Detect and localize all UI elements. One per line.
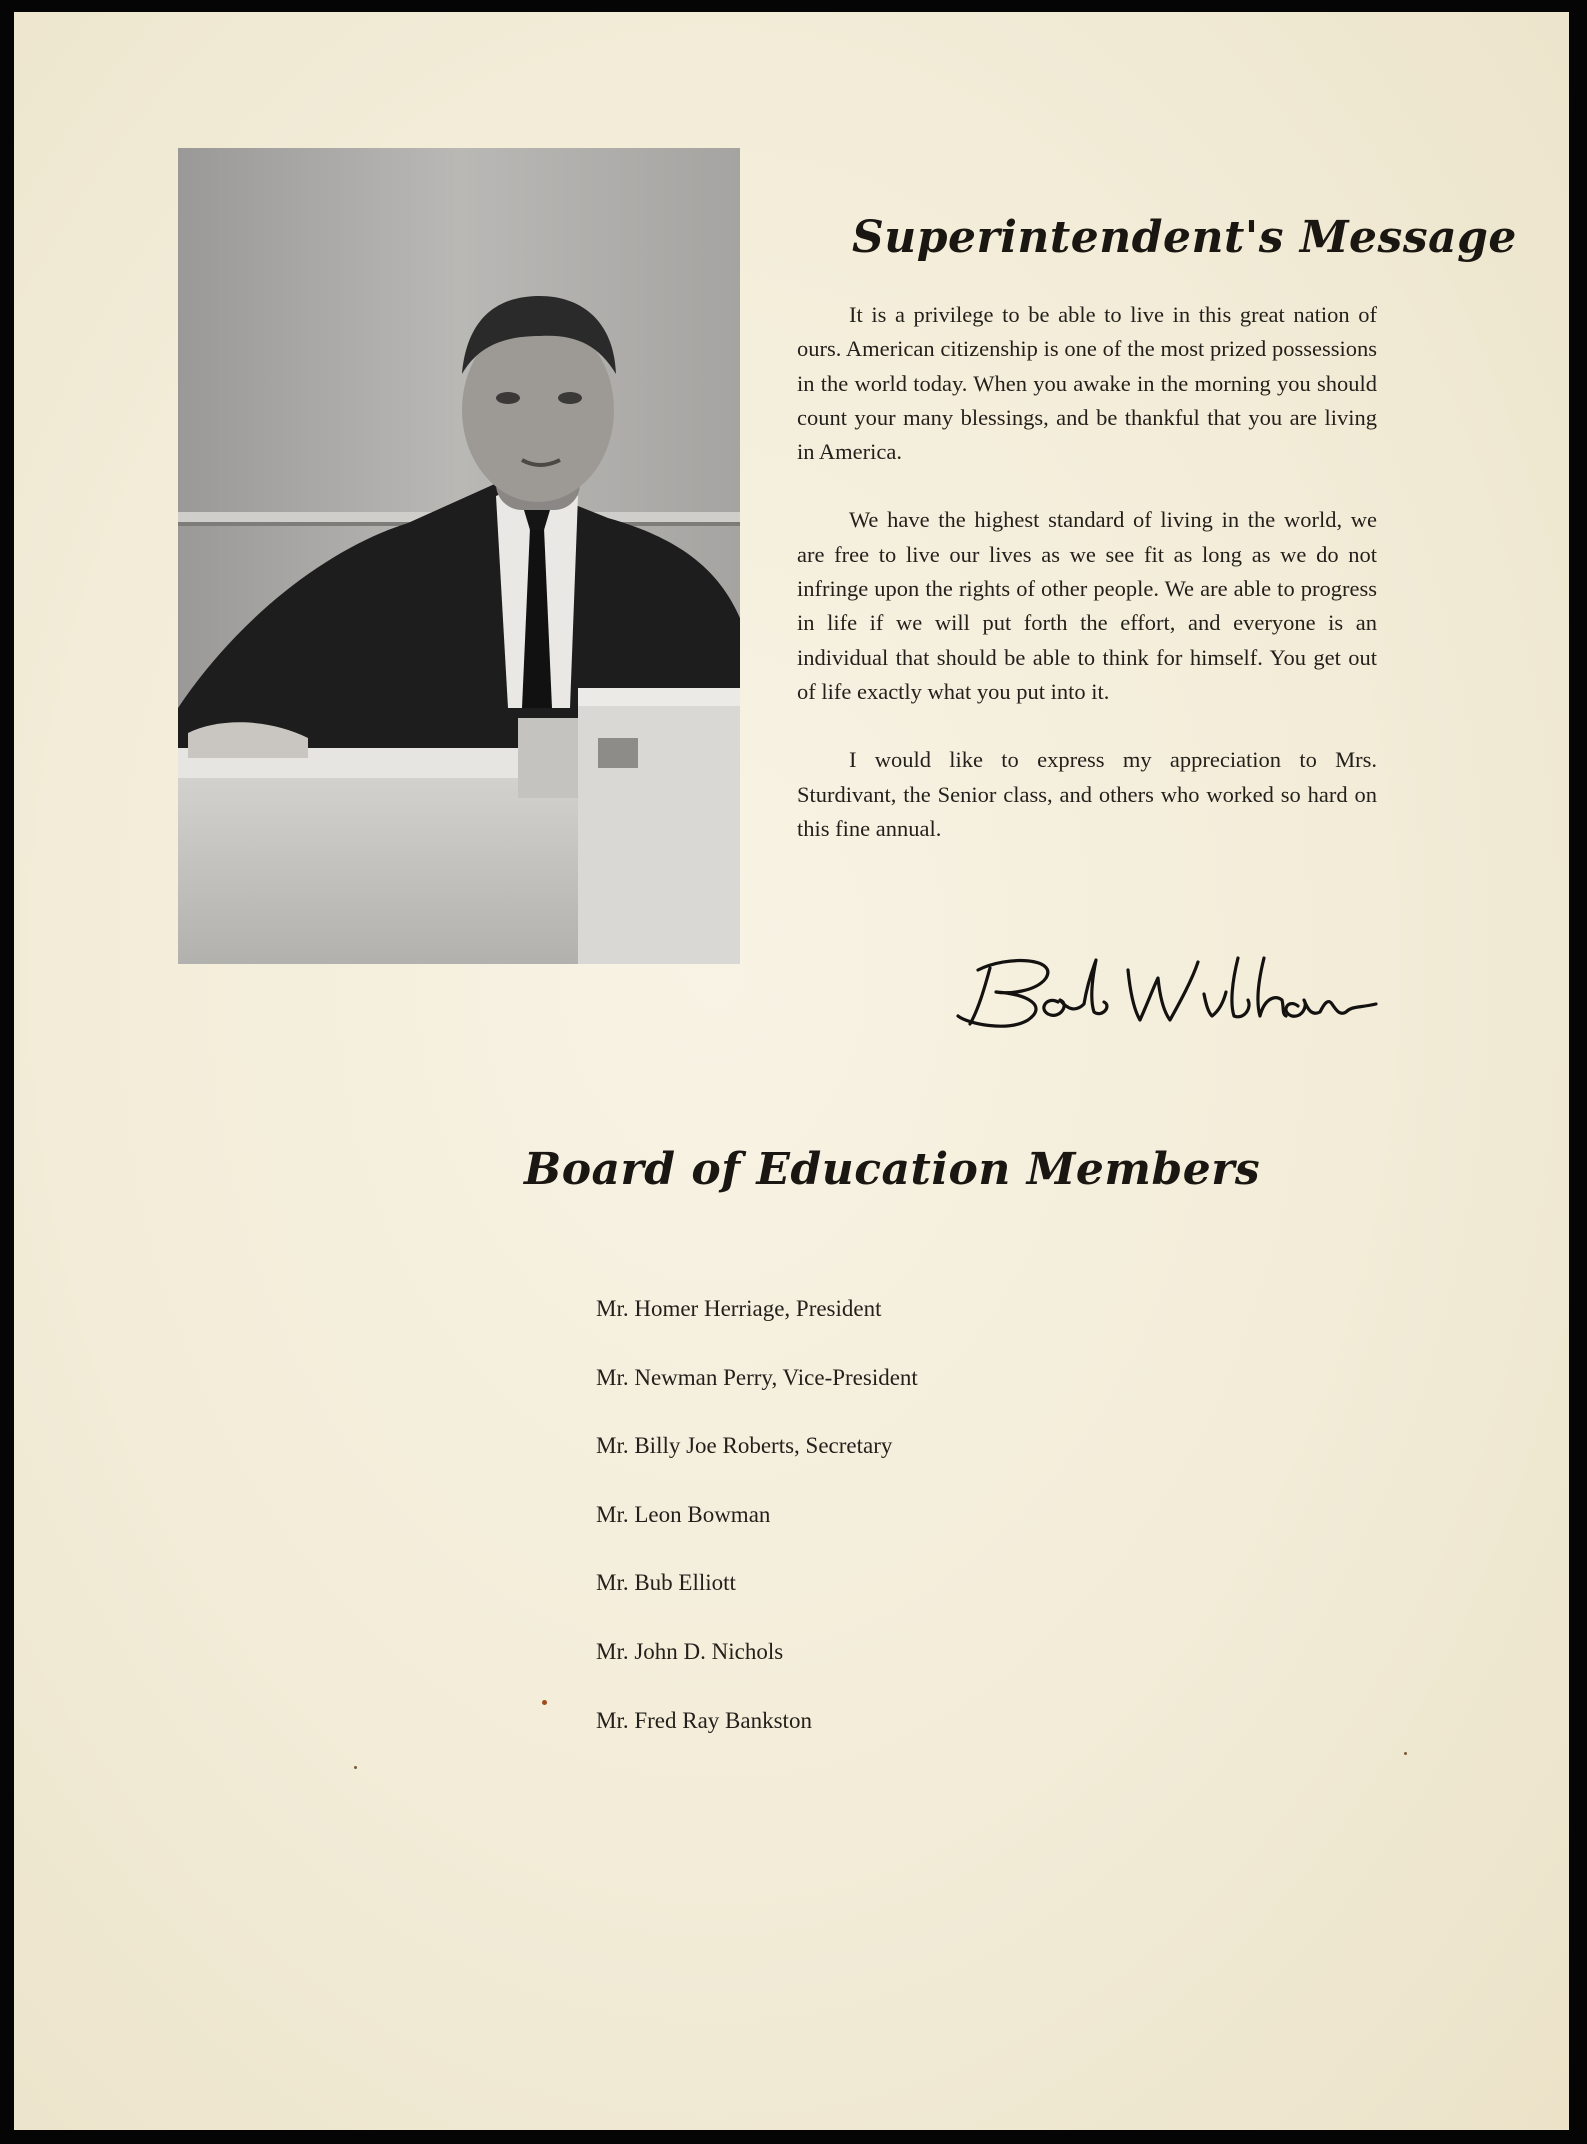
message-paragraph: We have the highest standard of living in the world, we are free to live our lives as we see fit as long as we do not infringe upon the rights of other people. We are able to progress in life if we will put forth the effort, and everyone is an individual that should be able to think for himself. You get out of life exactly what you put into it. — [797, 507, 1377, 704]
message-paragraph: I would like to express my appreciation to Mrs. Sturdivant, the Senior class, and others who worked so hard on this fine annual. — [797, 747, 1377, 841]
board-member: Mr. Newman Perry, Vice-President — [596, 1364, 918, 1390]
superintendent-message-title: Superintendent's Message — [852, 212, 1517, 263]
portrait-illustration — [178, 148, 740, 964]
board-member: Mr. Leon Bowman — [596, 1501, 771, 1527]
superintendent-photo — [178, 148, 740, 964]
board-member: Mr. Homer Herriage, President — [596, 1296, 882, 1321]
board-member: Mr. Bub Elliott — [596, 1570, 736, 1596]
board-members-title: Board of Education Members — [524, 1144, 1261, 1195]
paper-speck — [1404, 1752, 1407, 1755]
board-member: Mr. Billy Joe Roberts, Secretary — [596, 1433, 893, 1459]
paper-speck — [354, 1766, 357, 1769]
paper-speck — [542, 1700, 547, 1705]
superintendent-signature — [948, 950, 1388, 1030]
yearbook-page — [14, 12, 1569, 2130]
board-member: Mr. Fred Ray Bankston — [596, 1707, 812, 1733]
board-member: Mr. John D. Nichols — [596, 1638, 784, 1664]
message-paragraph: It is a privilege to be able to live in this great nation of ours. American citizenship is one of the most prized possessions in the world today. When you awake in the morning you should count your many blessings, and be thankful that you are living in America. — [797, 302, 1377, 465]
superintendent-message-body — [797, 298, 1377, 880]
board-members-list — [596, 1292, 918, 1772]
